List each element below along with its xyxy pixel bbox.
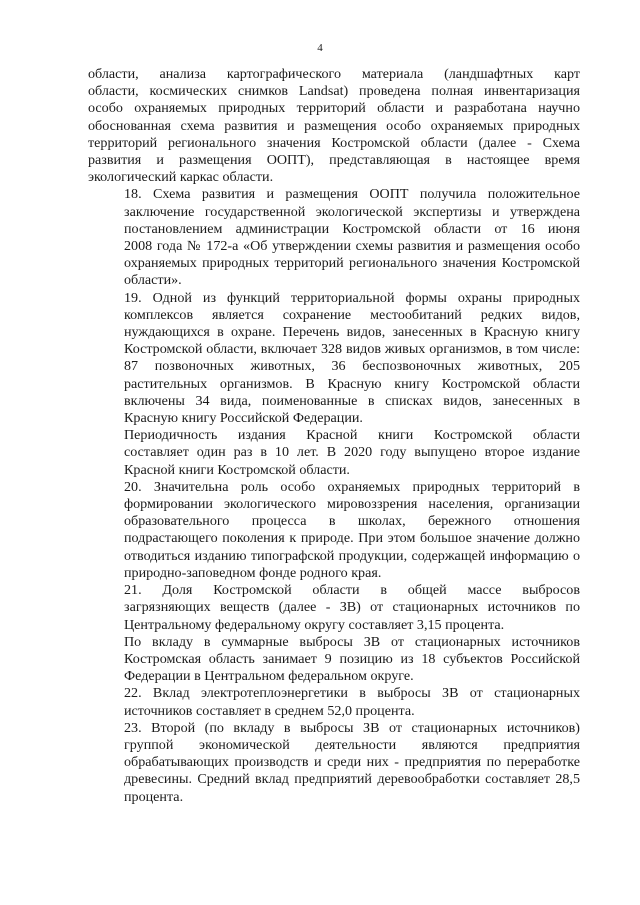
text-line: постановлением администрации Костромской области от 16 июня: [124, 220, 580, 237]
paragraph: [88, 634, 580, 686]
text-line: Центральному федеральному округу составляет 3,15 процента.: [124, 616, 505, 633]
document-body: [88, 66, 580, 806]
text-line: формировании экологического мировоззрения населения, организации: [124, 496, 580, 513]
paragraph: [88, 290, 580, 428]
text-line: развития и размещения ООПТ), представляющая в настоящее время: [88, 152, 580, 169]
text-line: Костромская область занимает 9 позицию из 18 субъектов Российской: [124, 650, 580, 667]
text-line: 87 позвоночных животных, 36 беспозвоночных животных, 205: [124, 358, 580, 375]
text-line: области, космических снимков Landsat) проведена полная инвентаризация: [88, 83, 580, 100]
paragraph: [88, 685, 580, 719]
page-number: 4: [317, 42, 323, 54]
text-line: По вкладу в суммарные выбросы ЗВ от стационарных источников: [124, 633, 580, 650]
text-line: растительных организмов. В Красную книгу Костромской области: [124, 375, 580, 392]
text-line: обрабатывающих производств и среди них - предприятия по переработке: [124, 754, 580, 771]
text-line: 22. Вклад электротеплоэнергетики в выбросы ЗВ от стационарных: [124, 685, 580, 702]
text-line: территорий регионального значения Костромской области (далее - Схема: [88, 134, 580, 151]
text-line: области».: [124, 272, 182, 289]
text-line: процента.: [124, 788, 184, 805]
text-line: Периодичность издания Красной книги Костромской области: [124, 427, 580, 444]
text-line: отводиться изданию типографской продукции, содержащей информацию о: [124, 547, 580, 564]
text-line: включены 34 вида, поименованные в списках видов, занесенных в: [124, 392, 580, 409]
text-line: группой экономической деятельности являются предприятия: [124, 736, 580, 753]
text-line: комплексов является сохранение местообитаний редких видов,: [124, 306, 580, 323]
text-line: 23. Второй (по вкладу в выбросы ЗВ от стационарных источников): [124, 719, 580, 736]
text-line: Красной книги Костромской области.: [124, 461, 350, 478]
text-line: 18. Схема развития и размещения ООПТ получила положительное: [124, 186, 580, 203]
text-line: 20. Значительна роль особо охраняемых природных территорий в: [124, 478, 580, 495]
text-line: источников составляет в среднем 52,0 процента.: [124, 702, 415, 719]
text-line: образовательного процесса в школах, бережного отношения: [124, 513, 580, 530]
paragraph: [88, 582, 580, 634]
paragraph: [88, 186, 580, 289]
text-line: нуждающихся в охране. Перечень видов, занесенных в Красную книгу: [124, 324, 580, 341]
text-line: экологический каркас области.: [88, 169, 274, 186]
text-line: Костромской области, включает 328 видов живых организмов, в том числе:: [124, 341, 580, 358]
text-line: 19. Одной из функций территориальной формы охраны природных: [124, 289, 580, 306]
text-line: составляет один раз в 10 лет. В 2020 году выпущено второе издание: [124, 444, 580, 461]
text-line: 2008 года № 172-а «Об утверждении схемы развития и размещения особо: [124, 238, 580, 255]
text-line: охраняемых природных территорий регионального значения Костромской: [124, 255, 580, 272]
text-line: особо охраняемых природных территорий области и разработана научно: [88, 100, 580, 117]
paragraph: [88, 479, 580, 582]
paragraph: [88, 720, 580, 806]
text-line: природно-заповедном фонде родного края.: [124, 564, 382, 581]
paragraph: [88, 66, 580, 186]
text-line: подрастающего поколения к природе. При этом большое значение должно: [124, 530, 580, 547]
text-line: обоснованная схема развития и размещения особо охраняемых природных: [88, 117, 580, 134]
text-line: заключение государственной экологической экспертизы и утверждена: [124, 203, 580, 220]
text-line: загрязняющих веществ (далее - ЗВ) от стационарных источников по: [124, 599, 580, 616]
text-line: древесины. Средний вклад предприятий деревообработки составляет 28,5: [124, 771, 580, 788]
text-line: Федерации в Центральном федеральном округе.: [124, 668, 414, 685]
paragraph: [88, 427, 580, 479]
text-line: области, анализа картографического материала (ландшафтных карт: [88, 66, 580, 82]
text-line: Красную книгу Российской Федерации.: [124, 410, 363, 427]
text-line: 21. Доля Костромской области в общей массе выбросов: [124, 582, 580, 599]
